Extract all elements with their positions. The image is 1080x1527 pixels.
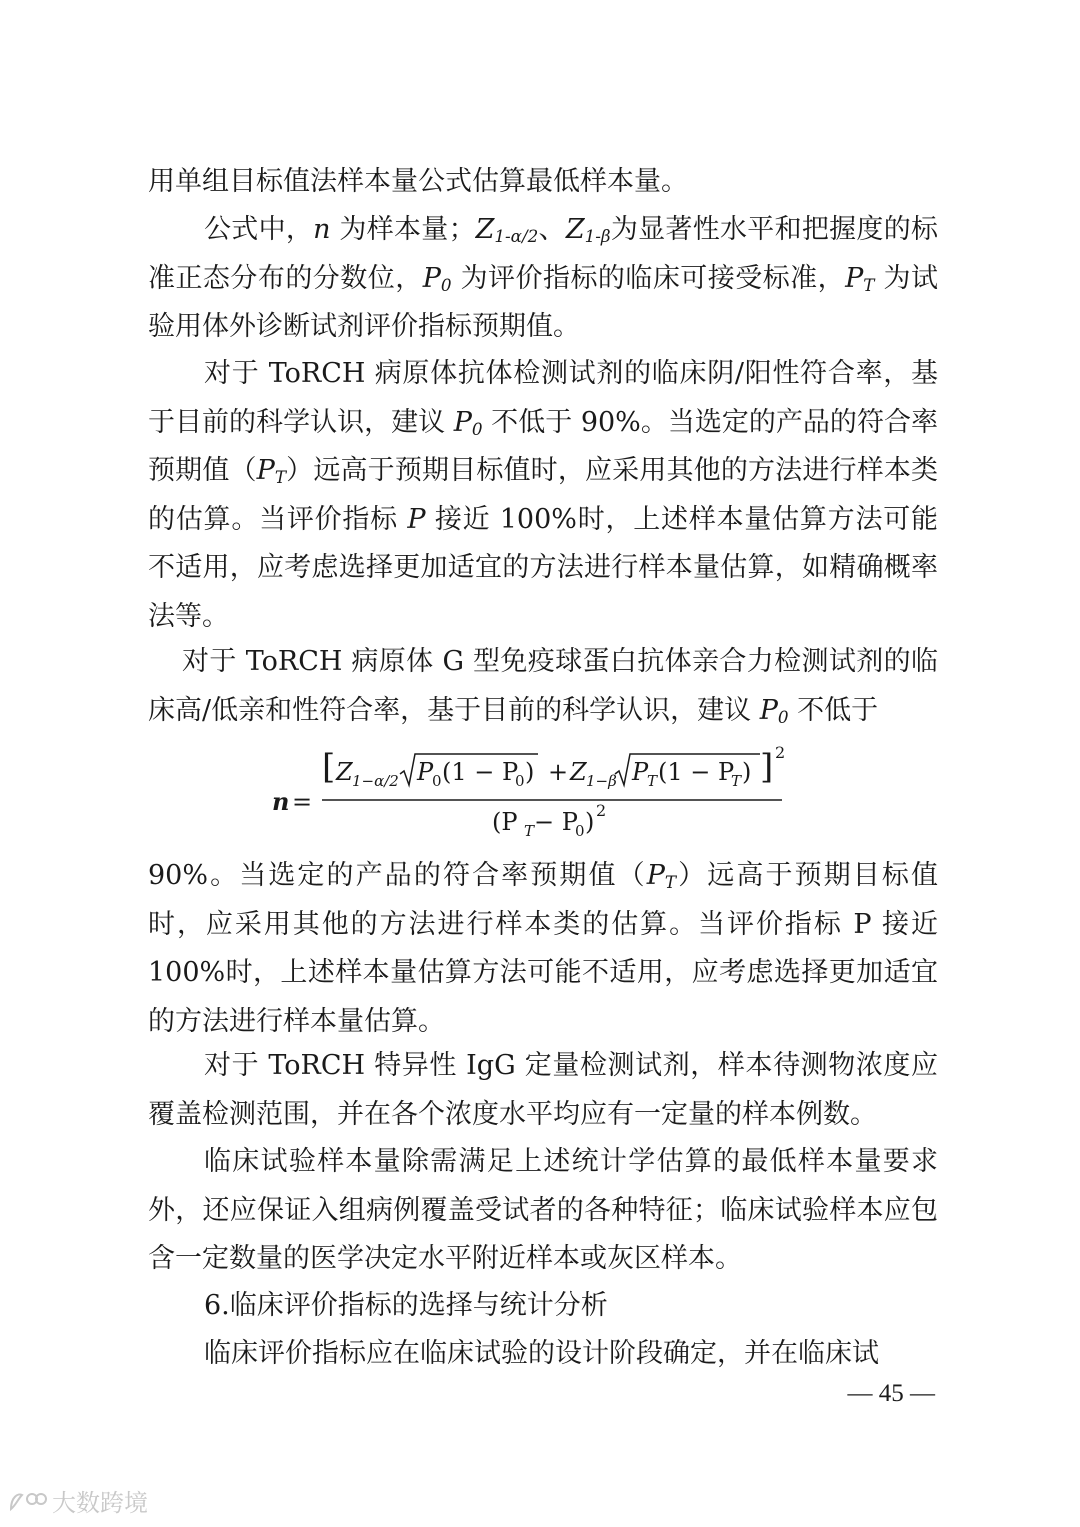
formula-z2-sub: 1−β (586, 772, 617, 790)
formula-p0-sub: 0 (432, 772, 442, 790)
section-heading-evaluation-indicators: 6.临床评价指标的选择与统计分析 (204, 1290, 608, 1321)
formula-pt: P (632, 758, 649, 786)
formula-den-sub1: T (524, 822, 535, 840)
formula-bracket-left: [ (322, 747, 336, 787)
watermark-text: 大数跨境 (52, 1489, 148, 1517)
formula-term2-sub2: T (731, 772, 742, 790)
formula-term2-close: ) (742, 758, 752, 786)
formula-p0: P (417, 758, 434, 786)
watermark (8, 1483, 148, 1518)
paragraph-avidity-test: 对于 ToRCH 病原体 G 型免疫球蛋白抗体亲合力检测试剂的临床高/低亲和性符合率，基于目前的科学认识，建议 $P_0$ 不低于 (148, 646, 938, 727)
formula-den-exp: 2 (596, 801, 607, 820)
formula-z1: Z (336, 758, 353, 786)
paragraph-evaluation-indicators: 临床评价指标应在临床试验的设计阶段确定，并在临床试 (204, 1338, 879, 1369)
paragraph-formula-legend: 公式中，n 为样本量；$Z_{1-\alpha/2}$、$Z_{1-\beta}$为显著性水平和把握度的标准正态分布的分数位，$P_0$ 为评价指标的临床可接受标准，$P_T$ 为试验用体外诊断试剂评价指标预期值。 (148, 214, 939, 342)
formula-den-close: ) (585, 808, 595, 836)
brand-logo-icon (8, 1489, 48, 1513)
formula-pt-sub: T (647, 772, 658, 790)
paragraph-quantitative-igg: 对于 ToRCH 特异性 IgG 定量检测试剂，样本待测物浓度应覆盖检测范围，并在各个浓度水平均应有一定量的样本例数。 (148, 1050, 938, 1130)
formula-den-open: (P (492, 808, 518, 836)
paragraph-avidity-continued: 90%。当选定的产品的符合率预期值$(P_T)$远高于预期目标值时，应采用其他的方法进行样本类的估算。当评价指标 P 接近 100%时，上述样本量估算方法可能不适用，应考虑选择更加适宜的方法进行样本量估算。 (148, 860, 938, 1037)
formula-n: n (272, 787, 290, 816)
paragraph-antibody-test: 对于 ToRCH 病原体抗体检测试剂的临床阴/阳性符合率，基于目前的科学认识，建议 $P_0$ 不低于 90%。当选定的产品的符合率预期值$(P_T)$远高于预期目标值时，应采用其他的方法进行样本类的估算。当评价指标 P 接近 100%时，上述样本量估算方法可能不适用，应考虑选择更加适宜的方法进行样本量估算，如精确概率法等。 (148, 358, 939, 632)
paragraph-sample-requirements: 临床试验样本量除需满足上述统计学估算的最低样本量要求外，还应保证入组病例覆盖受试者的各种特征；临床试验样本应包含一定数量的医学决定水平附近样本或灰区样本。 (148, 1146, 938, 1274)
formula-term1-close: ) (525, 758, 535, 786)
formula-term2-rest: (1 − P (658, 758, 735, 786)
page-number: — 45 — (847, 1380, 935, 1407)
formula-z2: Z (570, 758, 587, 786)
formula-z1-sub: 1−α/2 (352, 772, 399, 790)
text-line: 用单组目标值法样本量公式估算最低样本量。 (148, 166, 688, 197)
sample-size-formula (270, 743, 810, 840)
formula-exp: 2 (775, 743, 786, 762)
formula-bracket-right: ] (760, 747, 774, 787)
formula-term1-sub2: 0 (515, 772, 525, 790)
formula-equals: = (292, 788, 313, 816)
formula-plus: + (548, 758, 569, 786)
formula-term1-rest: (1 − P (442, 758, 519, 786)
formula-den-minus: − P (534, 808, 578, 836)
paragraph-sample-size-method (148, 158, 938, 207)
formula-den-sub2: 0 (575, 822, 585, 840)
